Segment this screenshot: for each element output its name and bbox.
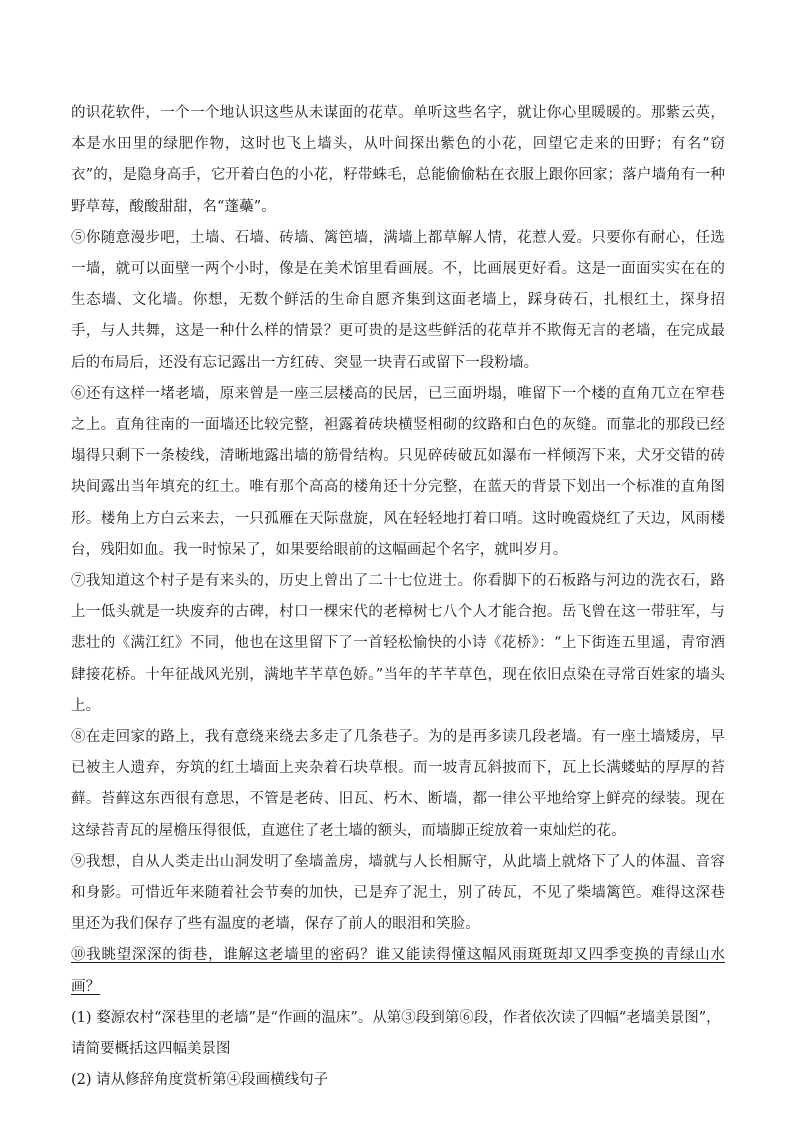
paragraph-10-underlined: ⑩我眺望深深的街巷，谁解这老墙里的密码？谁又能读得懂这幅风雨斑斑却又四季变换的青绿山水画？ [71, 947, 725, 995]
paragraph-8: ⑧在走回家的路上，我有意绕来绕去多走了几条巷子。为的是再多读几段老墙。有一座土墙矮房，早已被主人遗弃，夯筑的红土墙面上夹杂着石块草根。而一坡青瓦斜披而下，瓦上长满蝼蛄的厚厚的苔藓。苔藓这东西很有意思，不管是老砖、旧瓦、朽木、断墙，都一律公平地给穿上鲜亮的绿装。现在这绿苔青瓦的屋檐压得很低，直遮住了老土墙的额头，而墙脚正绽放着一束灿烂的花。 [71, 729, 725, 839]
paragraph-4-continued: 的识花软件，一个一个地认识这些从未谋面的花草。单听这些名字，就让你心里暖暖的。那紫云英，本是水田里的绿肥作物，这时也飞上墙头，从叶间探出紫色的小花，回望它走来的田野；有名“窃衣”的，是隐身高手，它开着白色的小花，籽带蛛毛，总能偷偷粘在衣服上跟你回家；落户墙角有一种野草莓，酸酸甜甜，名“蓬蘽”。 [71, 105, 725, 215]
paragraph-5: ⑤你随意漫步吧，土墙、石墙、砖墙、篱笆墙，满墙上都草解人情，花惹人爱。只要你有耐心，任选一墙，就可以面壁一两个小时，像是在美术馆里看画展。不，比画展更好看。这是一面面实实在在的生态墙、文化墙。你想，无数个鲜活的生命自愿齐集到这面老墙上，踩身砖石，扎根红土，探身招手，与人共舞，这是一种什么样的情景？更可贵的是这些鲜活的花草并不欺侮无言的老墙，在完成最后的布局后，还没有忘记露出一方红砖、突显一块青石或留下一段粉墙。 [71, 229, 725, 371]
paragraph-6: ⑥还有这样一堵老墙，原来曾是一座三层楼高的民居，已三面坍塌，唯留下一个楼的直角兀立在窄巷之上。直角往南的一面墙还比较完整，袒露着砖块横竖相砌的纹路和白色的灰缝。而靠北的那段已经塌得只剩下一条棱线，清晰地露出墙的筋骨结构。只见碎砖破瓦如瀑布一样倾泻下来，犬牙交错的砖块间露出当年填充的红土。唯有那个高高的楼角还十分完整，在蓝天的背景下划出一个标准的直角图形。楼角上方白云来去，一只孤雁在天际盘旋，风在轻轻地打着口哨。这时晚霞烧红了天边，风雨楼台，残阳如血。我一时惊呆了，如果要给眼前的这幅画起个名字，就叫岁月。 [71, 385, 725, 558]
paragraph-9: ⑨我想，自从人类走出山洞发明了垒墙盖房，墙就与人长相厮守，从此墙上就烙下了人的体温、音容和身影。可惜近年来随着社会节奏的加快，已是弃了泥土，别了砖瓦，不见了柴墙篱笆。难得这深巷里还为我们保存了些有温度的老墙，保存了前人的眼泪和笑脸。 [71, 853, 725, 933]
question-2: (2) 请从修辞角度赏析第④段画横线句子 [71, 1072, 329, 1089]
document-body [71, 98, 725, 1097]
paragraph-7: ⑦我知道这个村子是有来头的，历史上曾出了二十七位进士。你看脚下的石板路与河边的洗衣石，路上一低头就是一块废弃的古碑，村口一棵宋代的老樟树七八个人才能合抱。岳飞曾在这一带驻军，与悲壮的《满江红》不同，他也在这里留下了一首轻松愉快的小诗《花桥》：“上下街连五里遥，青帘酒肆接花桥。十年征战风光别，满地芊芊草色娇。”当年的芊芊草色，现在依旧点染在寻常百姓家的墙头上。 [71, 573, 725, 714]
question-1: (1) 婺源农村“深巷里的老墙”是“作画的温床”。从第③段到第⑥段，作者依次读了四幅“老墙美景图”，请简要概括这四幅美景图 [71, 1009, 721, 1058]
